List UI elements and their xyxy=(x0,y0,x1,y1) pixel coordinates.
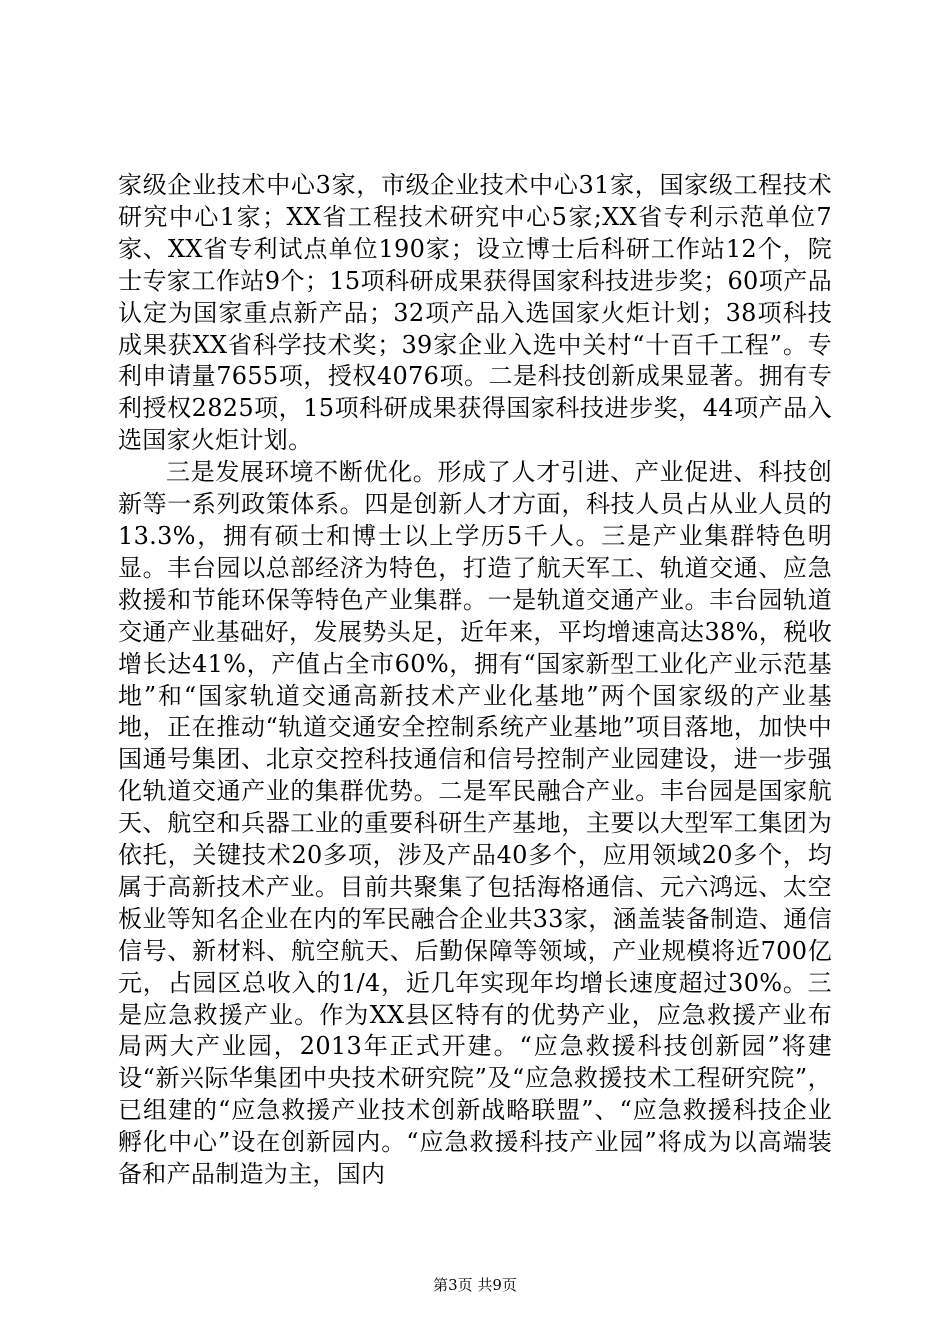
document-body xyxy=(118,170,832,1191)
paragraph-1: 家级企业技术中心3家，市级企业技术中心31家，国家级工程技术研究中心1家；XX省工程技术研究中心5家;XX省专利示范单位7家、XX省专利试点单位190家；设立博士后科研工作站12个，院士专家工作站9个；15项科研成果获得国家科技进步奖；60项产品认定为国家重点新产品；32项产品入选国家火炬计划；38项科技成果获XX省科学技术奖；39家企业入选中关村“十百千工程”。专利申请量7655项，授权4076项。二是科技创新成果显著。拥有专利授权2825项，15项科研成果获得国家科技进步奖，44项产品入选国家火炬计划。 xyxy=(118,171,832,455)
paragraph-2: 三是发展环境不断优化。形成了人才引进、产业促进、科技创新等一系列政策体系。四是创新人才方面，科技人员占从业人员的13.3%，拥有硕士和博士以上学历5千人。三是产业集群特色明显。丰台园以总部经济为特色，打造了航天军工、轨道交通、应急救援和节能环保等特色产业集群。一是轨道交通产业。丰台园轨道交通产业基础好，发展势头足，近年来，平均增速高达38%，税收增长达41%，产值占全市60%，拥有“国家新型工业化产业示范基地”和“国家轨道交通高新技术产业化基地”两个国家级的产业基地，正在推动“轨道交通安全控制系统产业基地”项目落地，加快中国通号集团、北京交控科技通信和信号控制产业园建设，进一步强化轨道交通产业的集群优势。二是军民融合产业。丰台园是国家航天、航空和兵器工业的重要科研生产基地，主要以大型军工集团为依托，关键技术20多项，涉及产品40多个，应用领域20多个，均属于高新技术产业。目前共聚集了包括海格通信、元六鸿远、太空板业等知名企业在内的军民融合企业共33家，涵盖装备制造、通信信号、新材料、航空航天、后勤保障等领域，产业规模将近700亿元，占园区总收入的1/4，近几年实现年均增长速度超过30%。三是应急救援产业。作为XX县区特有的优势产业，应急救援产业布局两大产业园，2013年正式开建。“应急救援科技创新园”将建设“新兴际华集团中央技术研究院”及“应急救援技术工程研究院”，已组建的“应急救援产业技术创新战略联盟”、“应急救援科技企业孵化中心”设在创新园内。“应急救援科技产业园”将成为以高端装备和产品制造为主，国内 xyxy=(118,458,832,1189)
page-footer: 第3页 共9页 xyxy=(433,1276,517,1294)
